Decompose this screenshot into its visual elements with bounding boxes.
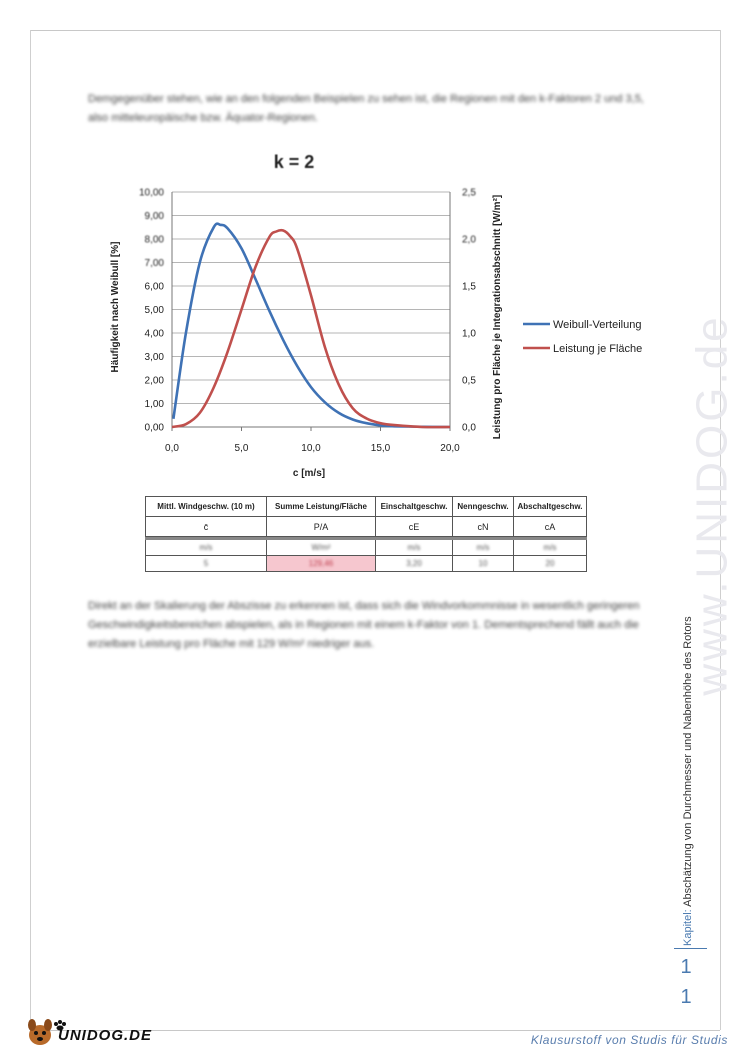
unit-cell: m/s: [453, 540, 514, 556]
table-header-row: [146, 497, 587, 517]
y2-tick-label: 2,5: [462, 187, 476, 199]
value-cell: 5: [146, 556, 267, 572]
y-tick-label: 8,00: [144, 234, 164, 246]
header-cut-in-speed: Einschaltgeschw.: [376, 497, 453, 517]
y-tick-label: 9,00: [144, 211, 164, 222]
legend-label: Leistung je Fläche: [553, 343, 643, 355]
conclusion-paragraph: Direkt an der Skalierung der Abszisse zu erkennen ist, dass sich die Windvorkommnisse in wesentlich geringeren Geschwindigkeitsbereichen abspielen, als in Regionen mit einem k-Faktor von 1. Dementsprechend fällt auch die erzielbare Leistung pro Fläche mit 129 W/m² niedriger aus.: [88, 600, 640, 650]
y-tick-label: 2,00: [144, 375, 164, 387]
page-number-digit: 1: [680, 986, 692, 1008]
series-line-weibull: [173, 224, 450, 427]
parameter-table: [145, 496, 587, 572]
footer-tagline: Klausurstoff von Studis für Studis: [530, 1033, 728, 1047]
unit-cell: m/s: [514, 540, 587, 556]
chart-series: [172, 224, 450, 427]
symbol-cell: P/A: [267, 517, 376, 537]
symbol-cell: cA: [514, 517, 587, 537]
page-frame-left: [30, 30, 31, 1030]
y2-tick-label: 2,0: [462, 234, 476, 246]
table-symbol-row: [146, 517, 587, 537]
y-tick-label: 3,00: [144, 352, 164, 363]
unit-cell: m/s: [376, 540, 453, 556]
page-number-digit: 1: [680, 956, 692, 978]
watermark: www.UNIDOG.de: [688, 314, 738, 696]
unit-cell: W/m²: [267, 540, 376, 556]
y-tick-label: 1,00: [144, 399, 164, 410]
chart-title: k = 2: [273, 152, 315, 172]
unit-cell: m/s: [146, 540, 267, 556]
chapter-divider: [674, 948, 707, 949]
chart-ticks: [139, 188, 476, 455]
x-tick-label: 5,0: [234, 443, 249, 454]
y-tick-label: 0,00: [144, 422, 164, 434]
y-tick-label: 7,00: [144, 258, 164, 269]
header-cut-out-speed: Abschaltgeschw.: [514, 497, 587, 517]
value-cell-highlighted: 129,46: [267, 556, 376, 572]
header-power-per-area: Summe Leistung/Fläche: [267, 497, 376, 517]
header-mean-windspeed: Mittl. Windgeschw. (10 m): [146, 497, 267, 517]
value-cell: 10: [453, 556, 514, 572]
chapter-label: Kapitel:: [682, 909, 694, 946]
y-tick-label: 4,00: [144, 328, 164, 340]
y2-tick-label: 0,5: [462, 375, 476, 387]
y2-tick-label: 0,0: [462, 422, 476, 434]
table-unit-row: [146, 540, 587, 556]
x-axis-label: c [m/s]: [292, 468, 326, 479]
x-tick-label: 20,0: [440, 443, 460, 454]
table-value-row: [146, 556, 587, 572]
x-tick-label: 10,0: [301, 443, 321, 454]
chapter-title: Abschätzung von Durchmesser und Nabenhöhe des Rotors: [682, 616, 694, 907]
page-frame-top: [30, 30, 720, 31]
value-cell: 20: [514, 556, 587, 572]
x-tick-label: 0,0: [165, 443, 179, 454]
y-axis-label: Häufigkeit nach Weibull [%]: [110, 241, 121, 373]
header-rated-speed: Nenngeschw.: [453, 497, 514, 517]
x-tick-label: 15,0: [370, 443, 391, 454]
y2-tick-label: 1,0: [462, 328, 476, 340]
symbol-cell: cN: [453, 517, 514, 537]
chapter-heading: [682, 616, 694, 946]
symbol-cell: cE: [376, 517, 453, 537]
logo-text: UNIDOG.DE: [58, 1027, 153, 1044]
y-tick-label: 5,00: [144, 305, 164, 316]
chart-legend: [523, 319, 642, 355]
legend-label: Weibull-Verteilung: [553, 319, 642, 331]
y-tick-label: 10,00: [138, 187, 164, 199]
series-line-power: [172, 230, 450, 427]
y2-tick-label: 1,5: [462, 281, 476, 293]
y-tick-label: 6,00: [144, 281, 164, 293]
symbol-cell: c̄: [146, 517, 267, 537]
y2-axis-label: Leistung pro Fläche je Integrationsabschnitt [W/m²]: [492, 194, 503, 440]
value-cell: 3,20: [376, 556, 453, 572]
weibull-chart: [80, 140, 670, 490]
intro-paragraph: Demgegenüber stehen, wie an den folgenden Beispielen zu sehen ist, die Regionen mit den k-Faktoren 2 und 3,5, also mitteleuropäische bzw. Äquator-Regionen.: [88, 93, 644, 124]
